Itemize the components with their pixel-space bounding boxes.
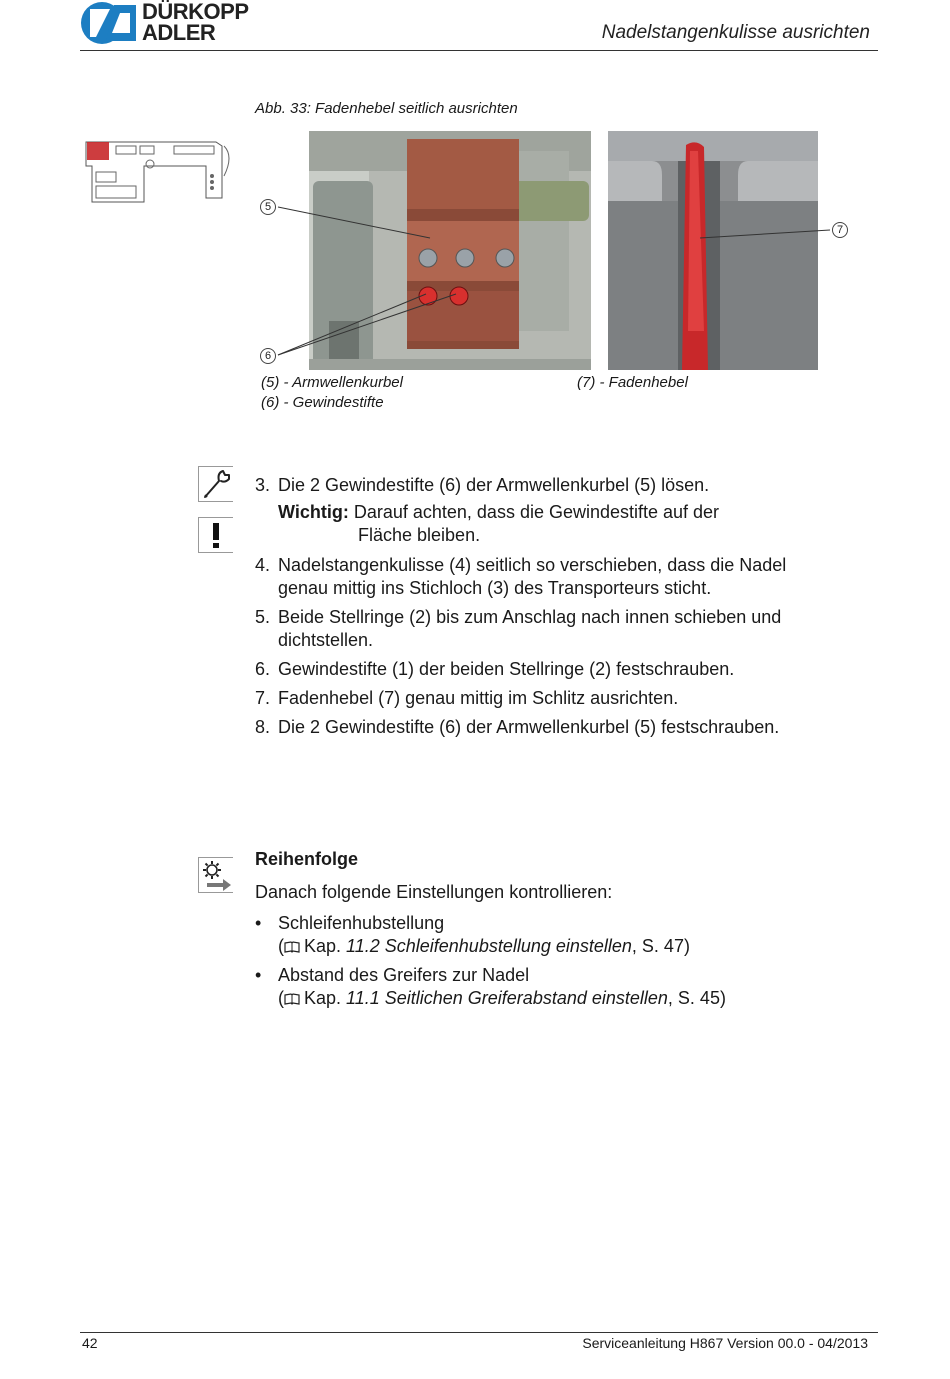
ref-title[interactable]: 11.1 Seitlichen Greiferabstand einstellen — [346, 988, 668, 1008]
kap-label: Kap. — [304, 936, 342, 956]
page-number: 42 — [82, 1335, 98, 1351]
machine-overview-thumbnail — [84, 136, 236, 206]
gear-arrow-icon — [199, 858, 233, 892]
sequence-icon-box — [198, 857, 233, 893]
sequence-item-title: Schleifenhubstellung — [278, 913, 445, 933]
brand-line-2: ADLER — [142, 20, 216, 45]
ref-page: , S. 47) — [631, 936, 690, 956]
step-text: Gewindestifte (1) der beiden Stellringe (2) festschrauben. — [278, 659, 735, 679]
step-number: 4. — [255, 555, 271, 575]
important-icon-box — [198, 517, 233, 553]
step-number: 5. — [255, 607, 271, 627]
sequence-intro: Danach folgende Einstellungen kontrollieren: — [255, 882, 613, 902]
sequence-heading: Reihenfolge — [255, 849, 359, 869]
important-line-1: Darauf achten, dass die Gewindestifte auf der — [353, 502, 720, 522]
sequence-item-title: Abstand des Greifers zur Nadel — [278, 965, 530, 985]
sequence-item-reference[interactable]: ( Kap. 11.2 Schleifenhubstellung einstellen, S. 47) — [278, 936, 690, 956]
wrench-icon — [199, 467, 233, 501]
book-icon — [284, 993, 300, 1005]
callout-5: 5 — [260, 199, 276, 215]
step-text: Beide Stellringe (2) bis zum Anschlag nach innen schieben und dichtstellen. — [278, 607, 782, 650]
step-text: Nadelstangenkulisse (4) seitlich so verschieben, dass die Nadel genau mittig ins Stichloch (3) des Transporteurs sticht. — [278, 555, 787, 598]
header-divider — [80, 50, 878, 51]
important-line-2: Fläche bleiben. — [358, 525, 481, 545]
figure-leader-lines — [250, 190, 850, 450]
step-number: 3. — [255, 475, 271, 495]
step-text: Die 2 Gewindestifte (6) der Armwellenkurbel (5) lösen. — [278, 475, 710, 495]
footer-divider — [80, 1332, 878, 1333]
brand-line-1: DÜRKOPP — [142, 0, 249, 24]
callout-7: 7 — [832, 222, 848, 238]
figure-caption: Abb. 33: Fadenhebel seitlich ausrichten — [255, 100, 518, 117]
legend-item-7: (7) - Fadenhebel — [577, 374, 688, 391]
kap-label: Kap. — [304, 988, 342, 1008]
step-number: 6. — [255, 659, 271, 679]
section-title: Nadelstangenkulisse ausrichten — [601, 22, 870, 43]
sequence-item-reference[interactable]: ( Kap. 11.1 Seitlichen Greiferabstand einstellen, S. 45) — [278, 988, 726, 1008]
book-icon — [284, 941, 300, 953]
step-text: Fadenhebel (7) genau mittig im Schlitz ausrichten. — [278, 688, 679, 708]
brand-logo-mark-icon — [80, 1, 138, 45]
bullet: • — [255, 913, 262, 933]
important-label: Wichtig: — [278, 502, 349, 522]
tool-icon-box — [198, 466, 233, 502]
callout-6: 6 — [260, 348, 276, 364]
step-number: 8. — [255, 717, 271, 737]
ref-title[interactable]: 11.2 Schleifenhubstellung einstellen — [346, 936, 632, 956]
exclamation-icon — [199, 518, 233, 552]
document-info: Serviceanleitung H867 Version 00.0 - 04/2013 — [582, 1335, 868, 1351]
ref-page: , S. 45) — [667, 988, 726, 1008]
legend-item-6: (6) - Gewindestifte — [261, 394, 384, 411]
bullet: • — [255, 965, 262, 985]
legend-item-5: (5) - Armwellenkurbel — [261, 374, 403, 391]
step-number: 7. — [255, 688, 271, 708]
step-text: Die 2 Gewindestifte (6) der Armwellenkurbel (5) festschrauben. — [278, 717, 780, 737]
important-note — [278, 501, 838, 524]
brand-logo — [80, 0, 270, 46]
